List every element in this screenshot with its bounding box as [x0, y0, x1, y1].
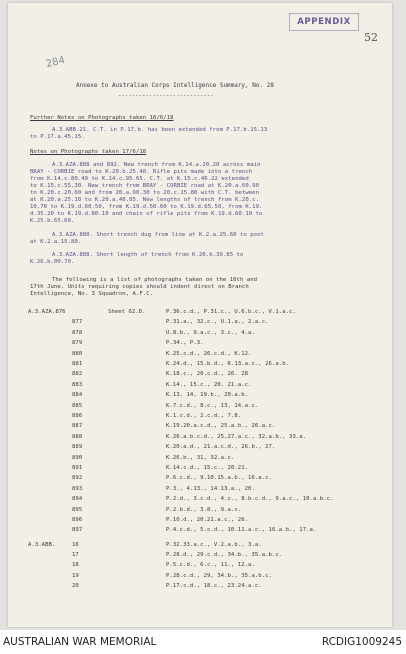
- appendix-stamp: APPENDIX: [289, 13, 359, 31]
- photo-map-refs: K.20.a.d., 21.a.c.d., 26.b., 27.: [166, 444, 276, 451]
- photo-map-refs: K.19.20.a.c.d., 25.a.b., 26.a.c.: [166, 423, 276, 430]
- photo-map-refs: P.5.c.d., 6.c., 11., 12.a.: [166, 562, 255, 569]
- photo-map-refs: P.31.a., 32.c., U.1.a., 2.a.c.: [166, 319, 269, 326]
- photo-map-refs: P.2.d., 3.c.d., 4.c., 8.b.c.d., 9.a.c., 10.a.b.c.: [166, 496, 334, 503]
- title-rule: ----------------------------: [118, 93, 214, 99]
- photo-number: 892: [72, 475, 83, 482]
- photo-number: 896: [72, 517, 83, 523]
- photo-map-refs: P.10.d., 20.21.a.c., 26.: [166, 517, 249, 523]
- photo-number: 16: [72, 542, 79, 548]
- photo-number: 888: [72, 433, 83, 440]
- photo-map-refs: K.13, 14, 19.b., 20.a.b.: [166, 392, 249, 399]
- photo-map-refs: K.26.b., 31, 32.a.c.: [166, 454, 235, 461]
- para2-line: A.3.AZA.880. Short trench dug from line at K.2.a.25.60 to post: [52, 232, 264, 238]
- page-number: 52: [364, 31, 378, 44]
- photo-map-refs: K.25.c.d., 26.c.d., K.12.: [166, 350, 252, 357]
- para2-line: at K.2.a.15.80.: [30, 239, 82, 245]
- photo-map-refs: P.6.c.d., 9.10.15.a.b., 16.a.c.: [166, 475, 272, 482]
- para1-line: from K.14.c.80.40 to K.14.c.95.65. C.T. at K.15.c.46.22 extended: [30, 176, 249, 182]
- photo-number: 884: [72, 392, 83, 399]
- photo-number: 879: [72, 340, 83, 347]
- para1-line: BRAY - CORBIE road to K.20.b.25.40. Rifle pits made into a trench: [30, 169, 253, 175]
- photo-map-refs: K.14.c.d., 15.c., 20.21.: [166, 465, 249, 471]
- para1-line: 10.70 to K.19.d.60.50, from K.19.d.50.60 to K.19.d.65.50, from K.19.: [30, 204, 263, 210]
- photo-map-refs: K.1.c.d., 2.c.d., 7.8.: [166, 413, 242, 419]
- photo-number: 18: [72, 562, 79, 569]
- photo-number: 889: [72, 444, 83, 451]
- photo-map-refs: P.17.c.d., 18.c., 23.24.a.c.: [166, 582, 262, 589]
- photo-number: 885: [72, 402, 83, 409]
- para1-line: K.25.b.65.60.: [30, 218, 75, 224]
- photo-number: 881: [72, 361, 83, 367]
- photo-number: 17: [72, 552, 79, 559]
- photo-map-refs: P.36.c.d., P.31.c., U.6.b.c., V.1.a.c.: [166, 309, 296, 315]
- photo-number: 877: [72, 319, 83, 326]
- list-intro-line: The following is a list of photographs taken on the 16th and: [52, 277, 258, 283]
- photo-number: 886: [72, 413, 83, 419]
- photo-number: 890: [72, 454, 83, 461]
- footer-record-id: RCDIG1009245: [321, 636, 402, 648]
- sec1-line: to P.17.a.45.15.: [30, 134, 85, 140]
- footer-institution: AUSTRALIAN WAR MEMORIAL: [3, 636, 157, 648]
- photo-map-refs: K.14., 15.c., 20. 21.a.c.: [166, 381, 252, 388]
- photo-number: 880: [72, 350, 83, 357]
- photo-map-refs: K.24.d., 15.b.d., K.13.a.c., 26.a.b.: [166, 361, 290, 367]
- photo-number: 897: [72, 527, 83, 534]
- photo-map-refs: K.26.a.b.c.d., 25,27.a.c., 32.a.b., 33.a.: [166, 433, 307, 440]
- photo-number: 887: [72, 423, 83, 430]
- para1-line: at K.20.a.25.10 to K.20.a.40.05. New lengths of trench from K.20.c.: [30, 197, 259, 203]
- para1-line: d.35.20 to K.19.d.80.10 and chain of rifle pits from K.19.d.60.10 to: [30, 211, 263, 217]
- photo-map-refs: P.28.c.d., 29, 34.b., 35.a.b.c.: [166, 572, 272, 579]
- para1-line: A.3.AZA.888 and 892. New trench from K.14.a.20.20 across main: [52, 162, 261, 168]
- photo-map-refs: P.34., P.3.: [166, 340, 204, 347]
- photo-number: 883: [72, 381, 83, 388]
- group2-label: A.3.ABB.: [28, 542, 56, 548]
- photo-map-refs: U.8.b., 9.a.c., 3.c., 4.a.: [166, 329, 255, 336]
- list-intro-line: Intelligence, No. 3 Squadron, A.F.C.: [30, 291, 154, 297]
- photo-number: 894: [72, 496, 83, 503]
- group1-sheet: Sheet 62.D.: [108, 309, 146, 315]
- photo-map-refs: K.7.c.d., 8.c., 13, 14.a.c.: [166, 402, 259, 409]
- photo-map-refs: P.2.b.d., 3.8., 9.a.c.: [166, 506, 242, 513]
- folio-note: 284: [44, 54, 67, 71]
- photo-map-refs: K.18.c., 20.c.d., 26. 28: [166, 371, 249, 378]
- para1-line: to K.20.c.20.60 and from 20.a.90.30 to 20.c.15.80 with C.T. between: [30, 190, 259, 196]
- photo-number: 882: [72, 371, 83, 378]
- photo-number: 893: [72, 485, 83, 492]
- para3-line: K.26.b.00.70.: [30, 259, 75, 265]
- photo-number: 895: [72, 506, 83, 513]
- photo-map-refs: P.3., 4.13., 14.13.a., 20.: [166, 485, 255, 492]
- para3-line: A.3.AZA.888. Short length of trench from K.26.b.30.85 to: [52, 252, 244, 258]
- photo-number: 891: [72, 465, 83, 471]
- photo-map-refs: P.28.d., 29.c.d., 34.b., 35.a.b.c.: [166, 552, 283, 559]
- document-title: Annexe to Australian Corps Intelligence Summary, No. 28: [76, 83, 274, 89]
- document-page: [8, 3, 392, 627]
- photo-number: 20: [72, 582, 79, 589]
- para1-line: to K.15.c.55.30. New trench from BRAY - CORBIE road at K.20.a.60.90: [30, 183, 259, 189]
- photo-number: 878: [72, 329, 83, 336]
- list-intro-line: 17th June. Units requiring copies should indent direct on Branch: [30, 284, 249, 290]
- photo-map-refs: P.4.c.d., 5.c.d., 10.11.a.c., 16.a.b., 17.a.: [166, 527, 317, 534]
- photo-map-refs: P.32.33.a.c., V.2.a.b., 3.a.: [166, 542, 262, 548]
- group1-label: A.3.AZA.876: [28, 309, 66, 315]
- section-heading-notes: Notes on Photographs taken 17/6/18: [30, 149, 147, 155]
- photo-number: 19: [72, 572, 79, 579]
- sec1-line: A.3.ABB.21. C.T. in P.17.b. has been extended from P.17.b.15.13: [52, 127, 268, 133]
- section-heading-further-notes: Further Notes on Photographs taken 16/6/18: [30, 115, 174, 121]
